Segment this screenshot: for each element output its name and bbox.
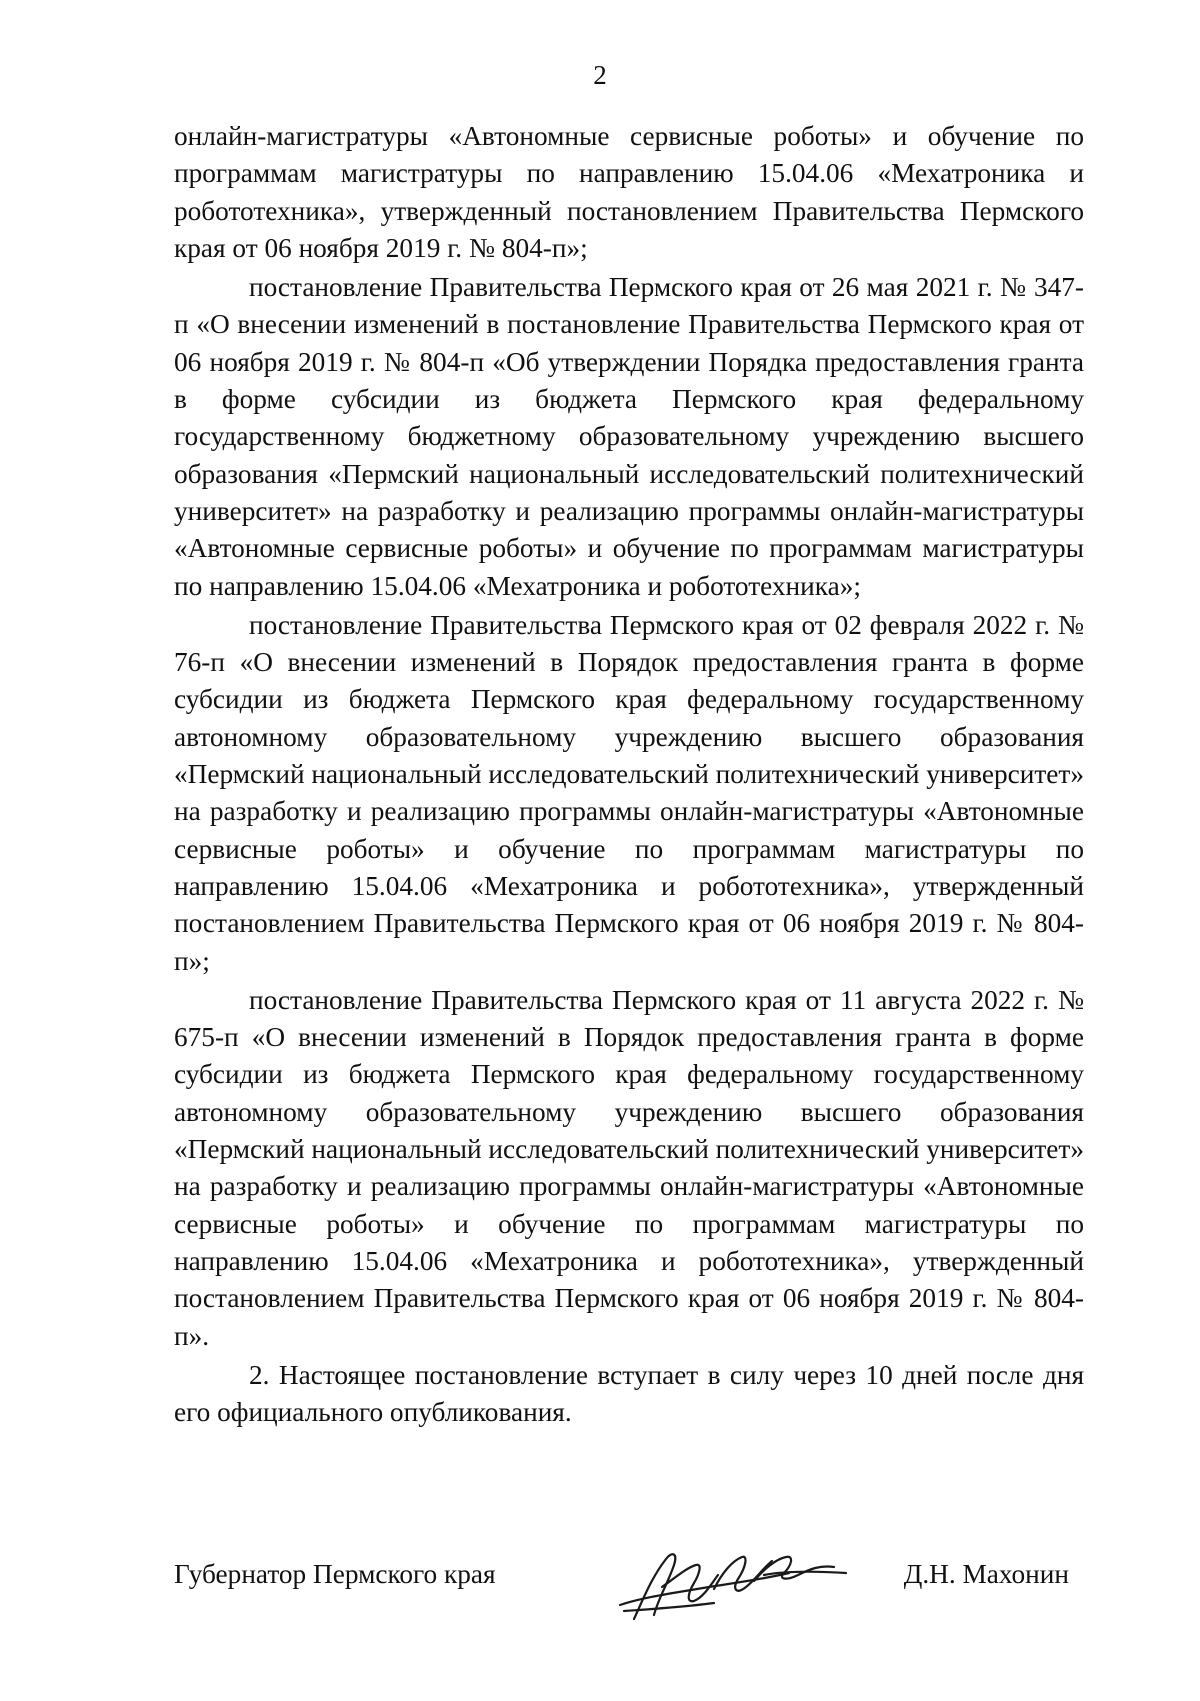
paragraph-decree-76: постановление Правительства Пермского края от 02 февраля 2022 г. № 76-п «О внесении изменений в Порядок предоставления гранта в форме субсидии из бюджета Пермского края федеральному государственному автономному образовательному учреждению высшего образования «Пермский национальный исследовательский политехнический университет» на разработку и реализацию программы онлайн-магистратуры «Автономные сервисные роботы» и обучение по программам магистратуры по направлению 15.04.06 «Мехатроника и робототехника», утвержденный постановлением Правительства Пермского края от 06 ноября 2019 г. № 804-п»; bbox=[174, 609, 1084, 976]
signature-block bbox=[174, 1553, 1069, 1633]
document-body bbox=[174, 118, 1084, 1431]
paragraph-decree-675: постановление Правительства Пермского края от 11 августа 2022 г. № 675-п «О внесении изменений в Порядок предоставления гранта в форме субсидии из бюджета Пермского края федеральному государственному автономному образовательному учреждению высшего образования «Пермский национальный исследовательский политехнический университет» на разработку и реализацию программы онлайн-магистратуры «Автономные сервисные роботы» и обучение по программам магистратуры по направлению 15.04.06 «Мехатроника и робототехника», утвержденный постановлением Правительства Пермского края от 06 ноября 2019 г. № 804-п». bbox=[174, 984, 1084, 1351]
handwritten-signature bbox=[614, 1537, 854, 1627]
paragraph-effective-date: 2. Настоящее постановление вступает в силу через 10 дней после дня его официального опубликования. bbox=[174, 1359, 1084, 1428]
signatory-title: Губернатор Пермского края bbox=[174, 1559, 496, 1589]
paragraph-continuation: онлайн-магистратуры «Автономные сервисные роботы» и обучение по программам магистратуры по направлению 15.04.06 «Мехатроника и робототехника», утвержденный постановлением Правительства Пермского края от 06 ноября 2019 г. № 804-п»; bbox=[174, 121, 1084, 263]
page-number: 2 bbox=[593, 60, 607, 90]
signatory-name: Д.Н. Махонин bbox=[903, 1559, 1069, 1589]
paragraph-decree-347: постановление Правительства Пермского края от 26 мая 2021 г. № 347-п «О внесении изменений в постановление Правительства Пермского края от 06 ноября 2019 г. № 804-п «Об утверждении Порядка предоставления гранта в форме субсидии из бюджета Пермского края федеральному государственному бюджетному образовательному учреждению высшего образования «Пермский национальный исследовательский политехнический университет» на разработку и реализацию программы онлайн-магистратуры «Автономные сервисные роботы» и обучение по программам магистратуры по направлению 15.04.06 «Мехатроника и робототехника»; bbox=[174, 272, 1084, 601]
